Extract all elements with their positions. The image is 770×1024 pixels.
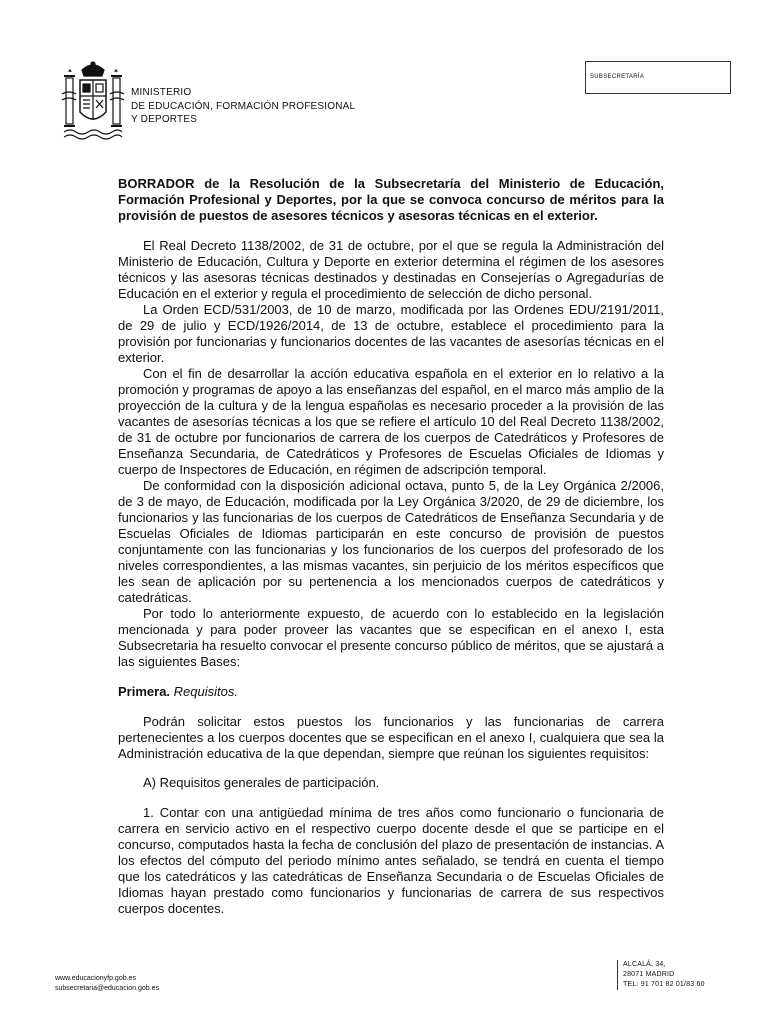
ministry-line-1: MINISTERIO — [131, 87, 192, 98]
unit-box — [585, 61, 731, 94]
section-paragraph: Podrán solicitar estos puestos los funcionarios y las funcionarias de carrera pertenecientes a los cuerpos docentes que se especifican en el anexo I, cualquiera que sea la Administración educativa de la que dependan, siempre que reúnan los siguientes requisitos: — [118, 714, 664, 761]
ministry-name — [131, 86, 355, 127]
section-heading-number: Primera. — [118, 684, 171, 699]
subheading-requirements: A) Requisitos generales de participación. — [143, 775, 380, 790]
document-title: BORRADOR de la Resolución de la Subsecretaría del Ministerio de Educación, Formación Profesional y Deportes, por la que se convoca concurso de méritos para la provisión de puestos de asesores técnicos y asesoras técnicas en el exterior. — [118, 176, 664, 223]
coat-of-arms-icon — [60, 60, 126, 140]
paragraph-4: De conformidad con la disposición adicional octava, punto 5, de la Ley Orgánica 2/2006, de 3 de mayo, de Educación, modificada por la Ley Orgánica 3/2020, de 29 de diciembre, los funcionarios y las funcionarias de los cuerpos de Catedráticos de Enseñanza Secundaria y de Escuelas Oficiales de Idiomas participarán en este concurso de provisión de puestos conjuntamente con las funcionarias y los funcionarios de los cuerpos del profesorado de los niveles correspondientes, a las mismas vacantes, sin perjuicio de los méritos específicos que les sean de aplicación por su pertenencia a los mencionados cuerpos de catedráticos y catedráticas. — [118, 478, 664, 605]
paragraph-3: Con el fin de desarrollar la acción educativa española en el exterior en lo relativo a la promoción y programas de apoyo a las enseñanzas del español, en el marco más amplio de la proyección de la cultura y de la lengua españolas es necesario proceder a la provisión de las vacantes de asesorías técnicas a los que se refiere el artículo 10 del Real Decreto 1138/2002, de 31 de octubre por funcionarios de carrera de los cuerpos de Catedráticos y Profesores de Enseñanza Secundaria, de Catedráticos y Profesores de Escuelas Oficiales de Idiomas y cuerpo de Inspectores de Educación, en régimen de adscripción temporal. — [118, 366, 664, 477]
section-heading-title: Requisitos. — [173, 684, 238, 699]
footer-contact — [55, 974, 159, 993]
document-body — [118, 176, 664, 917]
section-heading — [118, 684, 664, 700]
paragraph-2: La Orden ECD/531/2003, de 10 de marzo, modificada por las Ordenes EDU/2191/2011, de 29 de julio y ECD/1926/2014, de 13 de octubre, establece el procedimiento para la provisión por funcionarias y funcionarios docentes de las vacantes de asesorías técnicas en el exterior. — [118, 302, 664, 365]
paragraph-1: El Real Decreto 1138/2002, de 31 de octubre, por el que se regula la Administración del Ministerio de Educación, Cultura y Deporte en exterior determina el régimen de los asesores técnicos y las asesoras técnicas destinados y destinadas en Consejerías o Agregadurías de Educación en el exterior y regula el procedimiento de selección de dicho personal. — [118, 238, 664, 301]
footer-address — [617, 960, 705, 990]
unit-label: SUBSECRETARÍA — [590, 74, 645, 80]
paragraph-5: Por todo lo anteriormente expuesto, de acuerdo con lo establecido en la legislación mencionada y para poder proveer las vacantes que se especifican en el anexo I, esta Subsecretaria ha resuelto convocar el presente concurso público de méritos, que se ajustará a las siguientes Bases: — [118, 606, 664, 669]
address-line-2: 28071 MADRID — [623, 971, 675, 978]
ministry-line-2: DE EDUCACIÓN, FORMACIÓN PROFESIONAL — [131, 100, 356, 112]
footer-email[interactable]: subsecretaria@educacion.gob.es — [55, 984, 160, 992]
footer-website[interactable]: www.educacionyfp.gob.es — [55, 975, 136, 982]
requirement-item-1: 1. Contar con una antigüedad mínima de tres años como funcionario o funcionaria de carrera en servicio activo en el respectivo cuerpo docente desde el que se participe en el concurso, computados hasta la fecha de conclusión del plazo de presentación de instancias. A los efectos del cómputo del periodo mínimo antes señalado, se tendrá en cuenta el tiempo que los catedráticos y las catedráticas de Enseñanza Secundaria o de Escuelas Oficiales de Idiomas hayan prestado como funcionarios y funcionarias de carrera de sus respectivos cuerpos docentes. — [118, 805, 664, 916]
address-line-3: TEL: 91 701 82 01/83 60 — [623, 981, 705, 988]
address-line-1: ALCALÁ, 34, — [623, 961, 666, 968]
ministry-line-3: Y DEPORTES — [131, 114, 198, 125]
